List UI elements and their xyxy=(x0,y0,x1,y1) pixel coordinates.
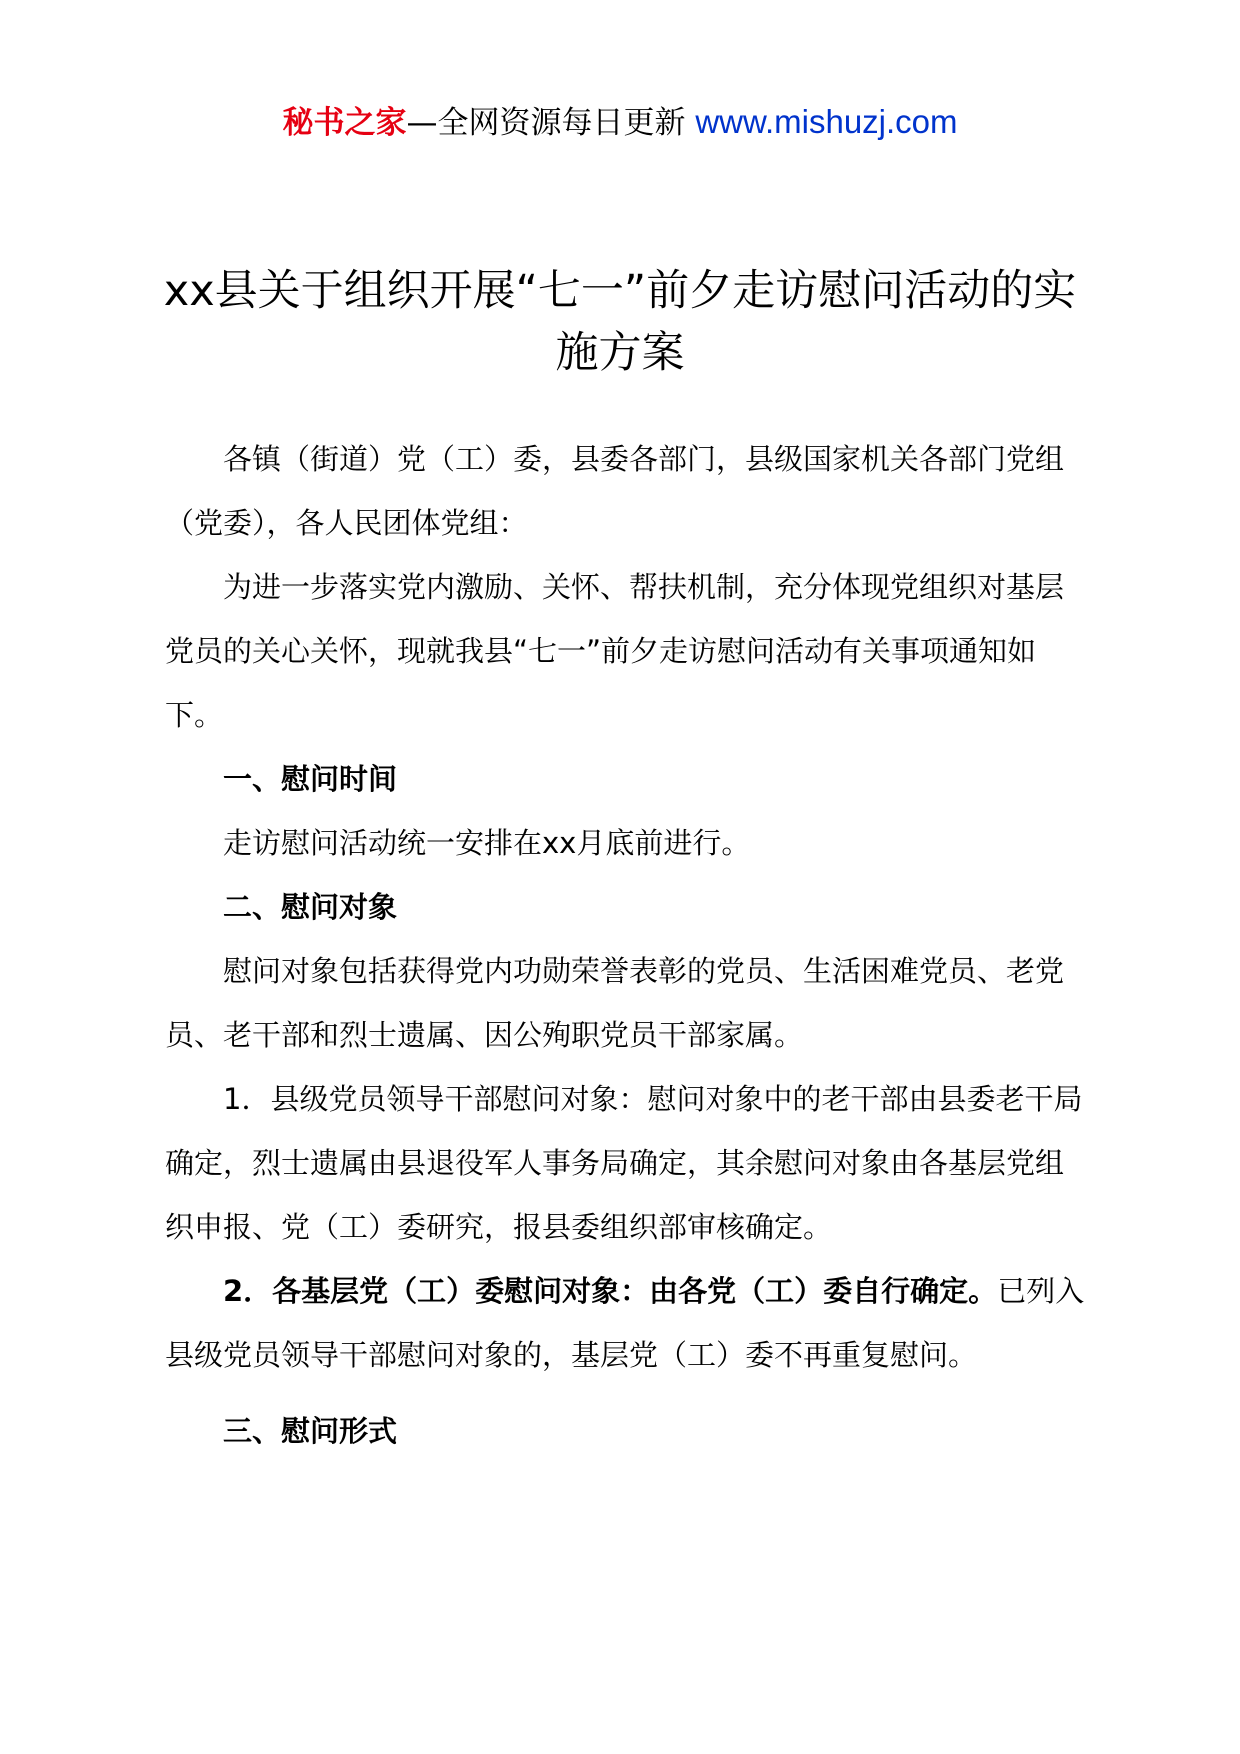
item-2-paragraph xyxy=(165,1259,1085,1387)
brand-name: 秘书之家 xyxy=(282,105,407,141)
section-time-paragraph: 走访慰问活动统一安排在xx月底前进行。 xyxy=(223,826,751,860)
item-2-text: 已列入县级党员领导干部慰问对象的，基层党（工）委不再重复慰问。 xyxy=(165,1274,1085,1372)
section-targets-paragraph: 慰问对象包括获得党内功勋荣誉表彰的党员、生活困难党员、老党员、老干部和烈士遗属、因公殉职党员干部家属。 xyxy=(165,954,1065,1052)
section-heading-form: 三、慰问形式 xyxy=(223,1414,398,1448)
salutation-paragraph: 各镇（街道）党（工）委，县委各部门，县级国家机关各部门党组（党委），各人民团体党组： xyxy=(165,442,1065,540)
document-title: xx县关于组织开展“七一”前夕走访慰问活动的实施方案 xyxy=(163,266,1077,378)
section-heading-time: 一、慰问时间 xyxy=(223,762,398,796)
site-header xyxy=(0,100,1240,145)
site-url-link[interactable]: www.mishuzj.com xyxy=(695,103,958,140)
header-tagline: —全网资源每日更新 xyxy=(406,105,686,141)
item-1-paragraph: 1．县级党员领导干部慰问对象：慰问对象中的老干部由县委老干局确定，烈士遗属由县退役军人事务局确定，其余慰问对象由各基层党组织申报、党（工）委研究，报县委组织部审核确定。 xyxy=(165,1082,1083,1244)
intro-paragraph: 为进一步落实党内激励、关怀、帮扶机制，充分体现党组织对基层党员的关心关怀，现就我县“七一”前夕走访慰问活动有关事项通知如下。 xyxy=(165,570,1065,732)
item-2-bold-lead: 2．各基层党（工）委慰问对象：由各党（工）委自行确定。 xyxy=(223,1274,998,1308)
section-heading-targets: 二、慰问对象 xyxy=(223,890,398,924)
document-body xyxy=(165,427,1085,1463)
